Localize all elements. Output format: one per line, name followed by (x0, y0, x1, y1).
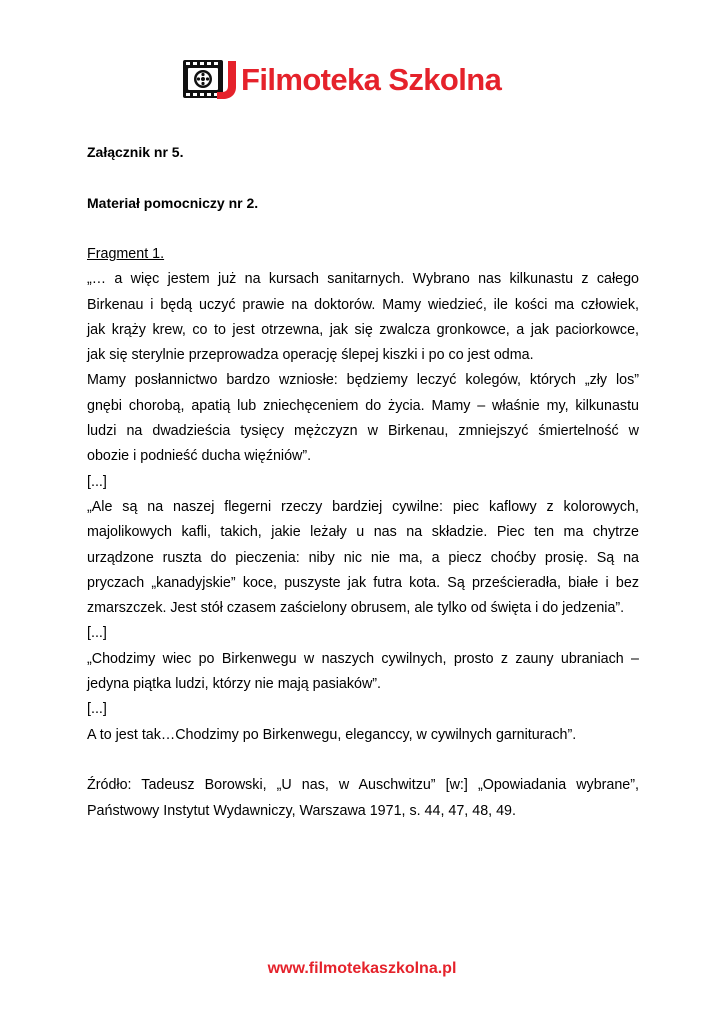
text-line: zmarszczek. Jest stół czasem zaścielony obrusem, ale tylko od święta i do jedzenia”. (87, 600, 625, 617)
ellipsis-line: [...] (87, 473, 107, 490)
source-line: Państwowy Instytut Wydawniczy, Warszawa 1971, s. 44, 47, 48, 49. (87, 802, 516, 819)
text-line: „Ale są na naszej flegerni rzeczy bardziej cywilne: piec kaflowy z kolorowych, (87, 498, 639, 515)
text-line: urządzone ruszta do pieczenia: niby nic nie ma, a piecz choćby prosię. Są na (87, 549, 639, 566)
text-line: „… a więc jestem już na kursach sanitarnych. Wybrano nas kilkunastu z całego (87, 271, 639, 288)
text-line: „Chodzimy wiec po Birkenwegu w naszych cywilnych, prosto z zauny ubraniach – (87, 650, 639, 667)
text-line: Mamy posłannictwo bardzo wzniosłe: będziemy leczyć kolegów, których „zły los” (87, 372, 639, 389)
text-line: obozie i podnieść ducha więźniów”. (87, 448, 312, 465)
text-line: gnębi chorobą, apatią lub zniechęceniem do życia. Mamy – właśnie my, kilkunastu (87, 397, 639, 414)
attachment-heading: Załącznik nr 5. (87, 144, 184, 160)
text-line: ludzi na dwadzieścia tysięcy mężczyzn w Birkenau, zmniejszyć śmiertelność w (87, 423, 639, 440)
ellipsis-line: [...] (87, 625, 107, 642)
text-line: pryczach „kanadyjskie” koce, puszyste jak futra kota. Są prześcieradła, białe i bez (87, 574, 639, 591)
footer-url[interactable]: www.filmotekaszkolna.pl (267, 960, 457, 977)
text-line: jedyna piątka ludzi, którzy nie mają pasiaków”. (87, 676, 382, 693)
text-line: majolikowych kafli, takich, jakie leżały u nas na składzie. Piec ten ma chytrze (87, 524, 639, 541)
material-heading: Materiał pomocniczy nr 2. (87, 195, 259, 211)
film-strip-reel-icon (182, 58, 240, 100)
logo-text: Filmoteka Szkolna (241, 61, 502, 97)
source-line: Źródło: Tadeusz Borowski, „U nas, w Auschwitzu” [w:] „Opowiadania wybrane”, (87, 777, 639, 794)
ellipsis-line: [...] (87, 701, 107, 718)
text-line: jak się sterylnie przeprowadza operację ślepej kiszki i po co jest odma. (87, 347, 534, 364)
text-line: Birkenau i będą uczyć prawie na doktorów. Mamy wiedzieć, ile kości ma człowiek, (87, 296, 639, 313)
fragment-title: Fragment 1. (87, 246, 165, 262)
spacer (87, 748, 639, 773)
text-line: A to jest tak…Chodzimy po Birkenwegu, eleganccy, w cywilnych garniturach”. (87, 726, 577, 743)
document-body (87, 242, 639, 824)
logo (182, 56, 501, 102)
text-line: jak krąży krew, co to jest otrzewna, jak się zwalcza gronkowce, a jak paciorkowce, (87, 321, 639, 338)
